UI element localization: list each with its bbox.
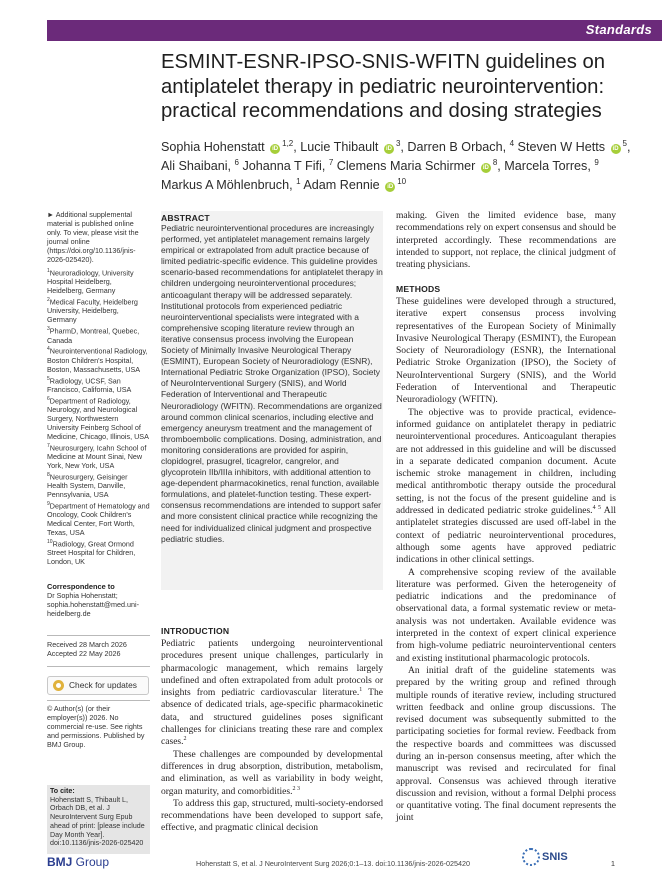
affiliation-item [47,325,150,345]
abstract-heading: ABSTRACT [161,213,210,223]
continuation-paragraph: making. Given the limited evidence base, many recommendations rely on expert consensus and should be interpreted accordingly. These recommendations are intended to support, not replace, the clinical judgment of treating physicians. [396,210,616,271]
check-for-updates-button[interactable] [47,676,149,695]
intro-paragraph: Pediatric patients undergoing neurointerventional procedures present unique challenges, particularly in pharmacologic management, which remains largely undefined and often extrapolated from adult protocols or insights from pediatric cardiovascular literature. [161,638,383,699]
methods-paragraph: All antiplatelet strategies discussed are used off-label in the context of pediatric neurointerventional procedures, although some agents have approved pediatric indications in other clinical settings. [396,505,617,566]
copyright-note [47,705,150,750]
affiliation-ref: 6 [234,157,239,167]
affiliation-ref: 4 [509,138,515,148]
intro-paragraph: The absence of dedicated trials, age-specific pharmacokinetic data, and structured guidelines poses significant challenges for clinicians treating these rare and complex cases. [161,687,383,748]
orcid-icon[interactable]: iD [387,184,394,190]
methods-heading: METHODS [396,284,441,294]
abstract-text: Pediatric neurointerventional procedures are increasingly performed, yet antiplatelet management remains largely empirical or extrapolated from adult practice because of limited pediatric-specific evidence. This guideline provides scenario-based recommendations for antiplatelet therapy in children undergoing neurointerventional procedures; anticoagulant therapy will be addressed separately. Institutional protocols from experienced pediatric neurointerventional specialists were integrated with a comprehensive scoping literature review through an iterative consensus process involving the European Society of Minimally Invasive Neurological Therapy (ESMINT), European Society of Neuroradiology (ESNR), International Pediatric Stroke Organization (IPSO), Society of NeuroInterventional Surgery (SNIS), and World Federation of Interventional and Therapeutic Neuroradiology (WFITN). Recommendations are organized around common clinical scenarios, including elective and emergency aneurysm treatment and the management of thromboembolic complications. Dosing, administration, and monitoring considerations are provided for aspirin, clopidogrel, prasugrel, ticagrelor, cangrelor, and glycoprotein IIb/IIIa inhibitors, with additional attention to age-dependent pharmacokinetics, renal function, available formulations, and platelet-function testing. These expert-consensus recommendations are intended to support safer and more consistent clinical practice while recognizing the need for individualized clinical judgment and prospective pediatric studies. [161,223,383,544]
cite-heading: To cite: [50,787,75,795]
affiliation-item [47,500,150,538]
author-name: Ali Shaibani, [161,159,232,173]
correspondence-text: Dr Sophia Hohenstatt; sophia.hohenstatt@med.uni-heidelberg.de [47,590,140,618]
page-number: 1 [610,859,615,868]
introduction-heading: INTRODUCTION [161,626,230,636]
orcid-icon[interactable]: iD [272,146,279,152]
divider [47,666,150,667]
author-name: Sophia Hohenstatt [161,140,265,154]
article-title: ESMINT-ESNR-IPSO-SNIS-WFITN guidelines on antiplatelet therapy in pediatric neurointervention: practical recommendations and dosing strategies [161,51,606,122]
correspondence-heading: Correspondence to [47,582,115,591]
section-label: Standards [585,22,652,37]
copyright-text: © Author(s) (or their employer(s)) 2026. No commercial re-use. See rights and permissions. Published by BMJ Group. [47,704,145,749]
affiliation-number: 1 [47,268,50,274]
column-continuation [396,210,616,271]
affiliation-item [47,375,150,395]
supplemental-note [47,211,150,264]
affiliation-text: Medical Faculty, Heidelberg University, Heidelberg, Germany [47,297,138,325]
author-name: Darren B Orbach, [407,140,507,154]
section-banner [47,20,662,41]
divider [47,700,150,701]
author-name: Johanna T Fifi, [242,159,326,173]
divider [47,635,150,636]
orcid-icon[interactable]: iD [612,146,619,152]
affiliation-ref: 9 [594,157,599,167]
author-name: Steven W Hetts [517,140,606,154]
affiliation-item [47,267,150,296]
affiliation-text: Neurointerventional Radiology, Boston Children's Hospital, Boston, Massachusetts, USA [47,346,148,374]
introduction-body [161,638,383,835]
affiliation-text: Department of Radiology, Neurology, and Neurological Surgery, Northwestern University Feinberg School of Medicine, Chicago, Illinois, USA [47,396,149,441]
affiliation-ref: 8 [492,157,498,167]
author-name: Lucie Thibault [300,140,379,154]
received-date: Received 28 March 2026 [47,640,127,649]
affiliation-text: Neuroradiology, University Hospital Heidelberg, Heidelberg, Germany [47,268,134,296]
cite-box [47,785,150,854]
methods-paragraph: These guidelines were developed through a structured, iterative expert consensus process involving representatives of the European Society of Minimally Invasive Neurological Therapy (ESMINT), the European Society of Neuroradiology (ESNR), the International Pediatric Stroke Organization (IPSO), the Society of NeuroInterventional Surgery (SNIS), and the World Federation of Interventional and Therapeutic Neuroradiology (WFITN). [396,296,616,406]
affiliation-number: 9 [47,500,50,507]
affiliation-number: 4 [47,346,50,353]
affiliation-item [47,395,150,442]
affiliation-ref: 10 [397,176,407,186]
author-list: Sophia Hohenstatt iD$^{1,2}$, Lucie Thibault $iD^3$, Darren B Orbach, $^4$ Steven W Hetts $iD^5$, Ali Shaibani, $^6$ Johanna T Fifi, $^7$ Clemens Maria Schirmer $iD^8$, Marcela Torres, $^9$ Markus A Möhlenbruch, $^1$ Adam Rennie $iD^{10}$ [161,138,631,192]
author-name: Markus A Möhlenbruch, [161,178,293,192]
affiliation-number: 8 [47,471,50,478]
affiliation-item [47,345,150,374]
methods-body [396,296,616,825]
orcid-icon[interactable]: iD [385,146,392,152]
affiliation-text: Radiology, Great Ormond Street Hospital for Children, London, UK [47,539,136,567]
affiliation-text: Neurosurgery, Geisinger Health System, Danville, Pennsylvania, USA [47,472,128,499]
supplemental-text: ► Additional supplemental material is published online only. To view, please visit the journal online (https://doi.org/10.1136/jnis-2026-025420). [47,210,139,264]
dates [47,641,150,659]
author-name: Marcela Torres, [504,159,591,173]
intro-paragraph: To address this gap, structured, multi-society-endorsed recommendations have been developed to support safe, effective, and pragmatic clinical decision [161,797,383,834]
affiliation-number: 2 [47,297,50,304]
author-name: Clemens Maria Schirmer [336,159,476,173]
affiliation-number: 6 [47,395,50,402]
affiliation-item [47,442,150,471]
cite-text: Hohenstatt S, Thibault L, Orbach DB, et al. J NeuroIntervent Surg Epub ahead of print: [please include Day Month Year]. doi:10.1136/jnis-2026-025420 [50,795,145,848]
affiliation-text: PharmD, Montreal, Quebec, Canada [47,326,140,345]
affiliation-number: 7 [47,442,50,449]
citation-ref: 1 [359,687,363,694]
publisher-logo: BMJ Group [47,855,110,869]
affiliation-ref: 1 [296,176,301,186]
affiliation-text: Radiology, UCSF, San Francisco, California, USA [47,375,132,394]
citation-ref: 2 [183,736,187,743]
affiliation-ref: 7 [328,157,334,167]
affiliation-ref: 5 [622,138,627,148]
accepted-date: Accepted 22 May 2026 [47,648,121,658]
intro-paragraph: These challenges are compounded by developmental differences in drug absorption, distribution, metabolism, and elimination, as well as variability in body weight, organ maturity, and comorbidities. [161,748,383,797]
author-name: Adam Rennie [303,178,380,192]
affiliation-item [47,471,150,500]
affiliation-ref: 1,2 [282,138,294,148]
affiliation-number: 5 [47,375,50,382]
affiliation-number: 3 [47,326,50,333]
crossmark-icon [53,680,64,691]
affiliation-text: Department of Hematology and Oncology, Cook Children's Medical Center, Fort Worth, Texas, USA [47,501,150,537]
correspondence-block [47,583,150,619]
affiliation-number: 10 [47,538,53,545]
orcid-icon[interactable]: iD [482,165,489,171]
check-for-updates-label: Check for updates [69,680,137,690]
affiliations [47,267,150,567]
citation-ref: 4 5 [592,504,602,511]
methods-paragraph: A comprehensive scoping review of the available literature was performed. Given the heterogeneity of pediatric indications and the predominance of observational data, a formal systematic review or meta-analysis was not undertaken. Available evidence was interpreted in the context of expert clinical experience from high-volume pediatric neurointerventional centers and existing institutional pharmacologic protocols. [396,566,616,664]
affiliation-ref: 3 [395,138,401,148]
affiliation-item [47,296,150,325]
affiliation-text: Neurosurgery, Icahn School of Medicine at Mount Sinai, New York, New York, USA [47,443,147,470]
methods-paragraph: The objective was to provide practical, evidence-informed guidance on antiplatelet therapy in pediatric neurointerventional procedures. Anticoagulant therapies are not addressed in this guideline and will be discussed in a separate dedicated companion document. Acute ischemic stroke management in children, including medical antithrombotic therapy outside the procedural setting, is not the focus of the present guideline and is addressed in dedicated pediatric stroke guidelines. [396,406,616,517]
footer-citation: Hohenstatt S, et al. J NeuroIntervent Surg 2026;0:1–13. doi:10.1136/jnis-2026-025420 [196,859,470,868]
methods-paragraph: An initial draft of the guideline statements was prepared by the writing group and refined through multiple rounds of iterative review, including structured written feedback and online group discussions. The revised document was subsequently submitted to the participating societies for formal review. Feedback from the respective boards and committees was discussed during an in-person consensus meeting, after which the manuscript was revised and recirculated for final approval. Consensus was achieved through iterative discussion and revision, without a formal Delphi process or quantitative voting. The final document represents the joint [396,664,616,824]
citation-ref: 2 3 [292,785,301,792]
society-logo-icon [522,848,540,866]
society-logo: SNIS [522,846,568,868]
affiliation-item [47,538,150,567]
